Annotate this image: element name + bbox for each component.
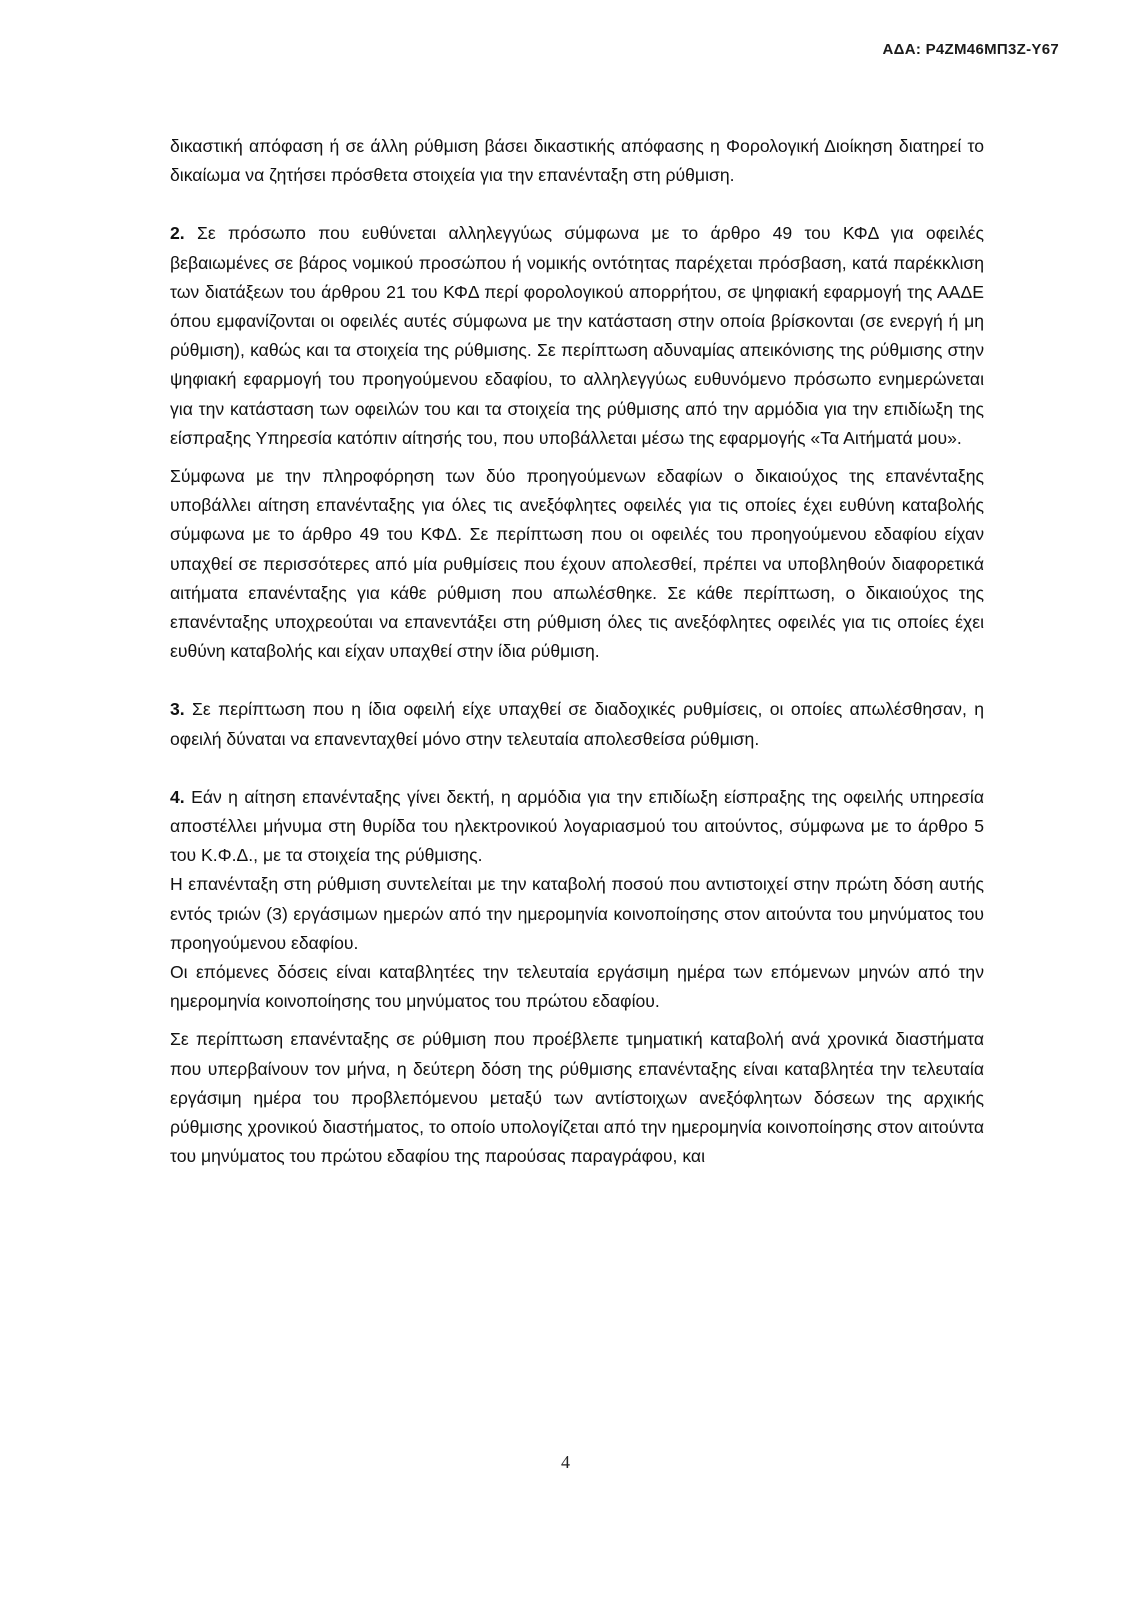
paragraph-2-number: 2. [170, 223, 185, 244]
paragraph-4-line-3: Οι επόμενες δόσεις είναι καταβλητέες την τελευταία εργάσιμη ημέρα των επόμενων μηνών από την ημερομηνία κοινοποίησης του μηνύματος του πρώτου εδαφίου. [170, 962, 984, 1012]
paragraph-3-number: 3. [170, 699, 185, 720]
paragraph-intro: δικαστική απόφαση ή σε άλλη ρύθμιση βάσει δικαστικής απόφασης η Φορολογική Διοίκηση διατηρεί το δικαίωμα να ζητήσει πρόσθετα στοιχεία για την επανένταξη στη ρύθμιση. [170, 136, 984, 186]
paragraph-4-line-2: Η επανένταξη στη ρύθμιση συντελείται με την καταβολή ποσού που αντιστοιχεί στην πρώτη δόση αυτής εντός τριών (3) εργάσιμων ημερών από την ημερομηνία κοινοποίησης στον αιτούντα του μηνύματος του προηγούμενου εδαφίου. [170, 874, 984, 953]
document-body [170, 132, 984, 1172]
paragraph-last: Σε περίπτωση επανένταξης σε ρύθμιση που προέβλεπε τμηματική καταβολή ανά χρονικά διαστήματα που υπερβαίνουν τον μήνα, η δεύτερη δόση της ρύθμισης επανένταξης είναι καταβλητέα την τελευταία εργάσιμη ημέρα του προβλεπόμενου μεταξύ των αντίστοιχων ανεξόφλητων δόσεων της αρχικής ρύθμισης χρονικού διαστήματος, το οποίο υπολογίζεται από την ημερομηνία κοινοποίησης στον αιτούντα του μηνύματος του πρώτου εδαφίου της παρούσας παραγράφου, και [170, 1029, 984, 1167]
paragraph-4-text: Εάν η αίτηση επανένταξης γίνει δεκτή, η αρμόδια για την επιδίωξη είσπραξης της οφειλής υπηρεσία αποστέλλει μήνυμα στη θυρίδα του ηλεκτρονικού λογαριασμού του αιτούντος, σύμφωνα με το άρθρο 5 του Κ.Φ.Δ., με τα στοιχεία της ρύθμισης. [170, 786, 984, 866]
paragraph-4-number: 4. [170, 786, 185, 807]
ada-code: ΑΔΑ: Ρ4ΖΜ46ΜΠ3Ζ-Υ67 [882, 41, 1059, 58]
paragraph-2-continuation: Σύμφωνα με την πληροφόρηση των δύο προηγούμενων εδαφίων ο δικαιούχος της επανένταξης υποβάλλει αίτηση επανένταξης για όλες τις ανεξόφλητες οφειλές για τις οποίες έχει ευθύνη καταβολής σύμφωνα με το άρθρο 49 του ΚΦΔ. Σε περίπτωση που οι οφειλές του προηγούμενου εδαφίου είχαν υπαχθεί σε περισσότερες από μία ρυθμίσεις που έχουν απολεσθεί, πρέπει να υποβληθούν διαφορετικά αιτήματα επανένταξης για κάθε ρύθμιση που απωλέσθηκε. Σε κάθε περίπτωση, ο δικαιούχος της επανένταξης υποχρεούται να επανεντάξει στη ρύθμιση όλες τις ανεξόφλητες οφειλές για τις οποίες έχει ευθύνη καταβολής και είχαν υπαχθεί στην ίδια ρύθμιση. [170, 466, 984, 662]
paragraph-2-text: Σε πρόσωπο που ευθύνεται αλληλεγγύως σύμφωνα με το άρθρο 49 του ΚΦΔ για οφειλές βεβαιωμένες σε βάρος νομικού προσώπου ή νομικής οντότητας παρέχεται πρόσβαση, κατά παρέκκλιση των διατάξεων του άρθρου 21 του ΚΦΔ περί φορολογικού απορρήτου, σε ψηφιακή εφαρμογή της ΑΑΔΕ όπου εμφανίζονται οι οφειλές αυτές σύμφωνα με την κατάσταση στην οποία βρίσκονται (σε ενεργή ή μη ρύθμιση), καθώς και τα στοιχεία της ρύθμισης. Σε περίπτωση αδυναμίας απεικόνισης της ρύθμισης στην ψηφιακή εφαρμογή του προηγούμενου εδαφίου, το αλληλεγγύως ευθυνόμενο πρόσωπο ενημερώνεται για την κατάσταση των οφειλών του και τα στοιχεία της ρύθμισης από την αρμόδια για την επιδίωξη της είσπραξης Υπηρεσία κατόπιν αίτησής του, που υποβάλλεται μέσω της εφαρμογής «Τα Αιτήματά μου». [170, 223, 984, 448]
paragraph-4 [170, 783, 984, 871]
page-number: 4 [561, 1452, 570, 1472]
paragraph-3 [170, 695, 984, 753]
paragraph-2 [170, 219, 984, 453]
paragraph-3-text: Σε περίπτωση που η ίδια οφειλή είχε υπαχθεί σε διαδοχικές ρυθμίσεις, οι οποίες απωλέσθησαν, η οφειλή δύναται να επανενταχθεί μόνο στην τελευταία απολεσθείσα ρύθμιση. [170, 699, 984, 749]
